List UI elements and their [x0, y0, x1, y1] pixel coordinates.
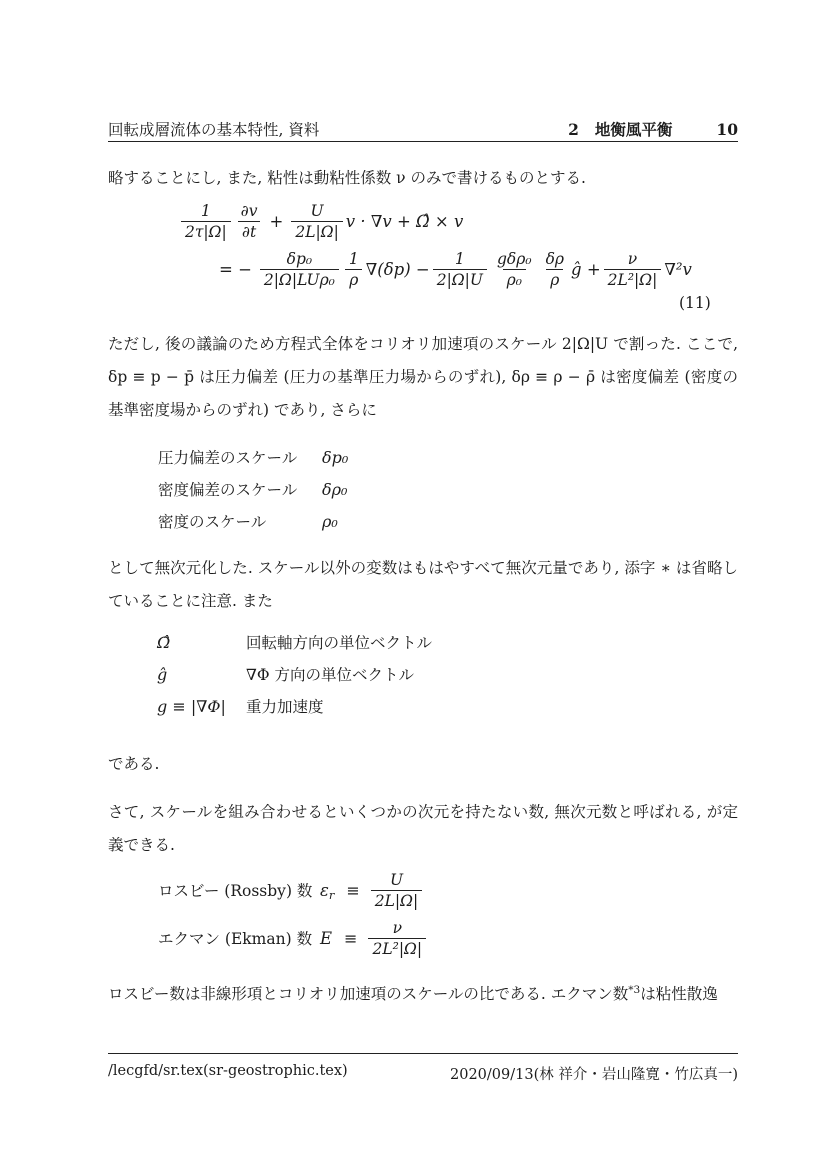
fraction-denominator: 2τ|Ω| — [181, 221, 231, 242]
math-fraction — [604, 249, 662, 290]
paragraph-nondimensional-note: として無次元化した. スケール以外の変数はもはやすべて無次元量であり, 添字 ∗ は省略していることに注意. また — [108, 559, 738, 610]
fraction-denominator: ρ — [546, 269, 563, 290]
symbol: g ≡ |∇Φ| — [157, 697, 226, 716]
list-item — [157, 663, 432, 695]
math-fraction — [433, 249, 487, 290]
number-label: ロスビー (Rossby) 数 — [158, 882, 313, 900]
math-relation: ≡ — [344, 928, 358, 948]
scale-label: 圧力偏差のスケール — [158, 449, 298, 467]
fraction-numerator: U — [389, 870, 404, 889]
math-fraction — [181, 201, 231, 242]
fraction-numerator: 1 — [200, 202, 211, 220]
fraction-denominator: ∂t — [238, 221, 260, 242]
scale-symbol: δρ₀ — [322, 480, 348, 499]
number-label: エクマン (Ekman) 数 — [158, 930, 313, 948]
fraction-denominator: 2L²|Ω| — [604, 269, 662, 290]
symbol-description: ∇Φ 方向の単位ベクトル — [246, 666, 414, 684]
symbol: Ω̂ — [157, 633, 171, 652]
number-symbol-subscript: r — [328, 888, 335, 902]
header-page-number: 10 — [716, 120, 738, 139]
paragraph-scaling-explanation: ただし, 後の議論のため方程式全体をコリオリ加速項のスケール 2|Ω|U で割った. ここで, δp ≡ p − p̄ は圧力偏差 (圧力の基準圧力場からのずれ), δρ ≡ ρ − ρ̄ は密度偏差 (密度の基準密度場からのずれ) であり, さらに — [108, 335, 738, 419]
symbol-description: 回転軸方向の単位ベクトル — [246, 634, 433, 652]
list-item — [157, 631, 432, 663]
scale-label: 密度のスケール — [158, 513, 267, 531]
math-term: ∇(δp) − — [365, 260, 430, 279]
list-item — [158, 916, 429, 960]
math-operator: = − — [219, 260, 252, 279]
math-operator: + — [269, 212, 284, 231]
fraction-numerator: gδρ₀ — [496, 250, 532, 268]
header-running-title: 回転成層流体の基本特性, 資料 — [108, 121, 320, 139]
footnote-marker: *3 — [628, 983, 641, 996]
fraction-numerator: ∂v — [240, 202, 258, 220]
math-term: v · ∇v + Ω̂ × v — [345, 212, 464, 231]
symbol-description: 重力加速度 — [246, 698, 324, 716]
math-fraction — [291, 201, 342, 242]
fraction-denominator: 2|Ω|U — [433, 269, 487, 290]
symbol: ĝ — [157, 665, 168, 684]
list-item — [158, 478, 348, 510]
paragraph-rossby-ekman — [108, 978, 738, 1011]
paragraph-text: は粘性散逸 — [640, 985, 718, 1003]
scale-definition-list — [158, 446, 348, 542]
fraction-numerator: ν — [627, 250, 638, 268]
math-fraction — [368, 918, 426, 959]
list-item — [157, 695, 432, 727]
math-fraction — [493, 249, 536, 290]
symbol-definition-list — [157, 631, 432, 727]
footer-date-authors: 2020/09/13(林 祥介・岩山隆寛・竹広真一) — [450, 1067, 738, 1083]
fraction-denominator: ρ₀ — [503, 269, 526, 290]
math-term: ∇²v — [664, 260, 692, 279]
math-relation: ≡ — [346, 880, 360, 900]
paragraph-dearu: である. — [108, 755, 160, 773]
fraction-denominator: 2L²|Ω| — [368, 938, 426, 959]
math-fraction — [260, 249, 339, 290]
fraction-denominator: 2|Ω|LUρ₀ — [260, 269, 339, 290]
fraction-numerator: δρ — [545, 250, 565, 268]
paragraph-dimensionless-intro: さて, スケールを組み合わせるといくつかの次元を持たない数, 無次元数と呼ばれる, が定義できる. — [108, 803, 738, 854]
fraction-numerator: δp₀ — [286, 250, 313, 268]
header-rule — [108, 141, 738, 142]
fraction-denominator: ρ — [345, 269, 362, 290]
scale-symbol: δp₀ — [322, 448, 349, 467]
fraction-numerator: ν — [392, 918, 402, 937]
dimensionless-number-list — [158, 868, 429, 960]
header-section — [568, 118, 738, 140]
paragraph-text: ロスビー数は非線形項とコリオリ加速項のスケールの比である. エクマン数 — [108, 985, 629, 1003]
list-item — [158, 868, 429, 912]
scale-label: 密度偏差のスケール — [158, 481, 298, 499]
fraction-numerator: 1 — [454, 250, 465, 268]
fraction-denominator: 2L|Ω| — [371, 890, 422, 911]
number-symbol: E — [320, 928, 333, 948]
footer-source-path: /lecgfd/sr.tex(sr-geostrophic.tex) — [108, 1063, 348, 1079]
equation-number: (11) — [679, 294, 711, 312]
number-symbol: ε — [320, 880, 329, 900]
paragraph-viscosity-note: 略することにし, また, 粘性は動粘性係数 ν のみで書けるものとする. — [108, 169, 586, 187]
fraction-numerator: U — [310, 202, 324, 220]
math-fraction — [371, 870, 422, 911]
header-section-number: 2 — [568, 120, 579, 139]
list-item — [158, 446, 348, 478]
math-term: ĝ + — [571, 260, 601, 279]
math-fraction — [542, 249, 568, 290]
scale-symbol: ρ₀ — [322, 512, 338, 531]
header-section-title: 地衡風平衡 — [594, 120, 673, 139]
math-fraction — [237, 201, 262, 242]
footer-rule — [108, 1053, 738, 1054]
equation-11-line2 — [214, 249, 692, 290]
math-fraction — [345, 249, 363, 290]
fraction-numerator: 1 — [348, 250, 359, 268]
fraction-denominator: 2L|Ω| — [291, 221, 342, 242]
list-item — [158, 510, 348, 542]
equation-11-line1 — [178, 201, 463, 242]
